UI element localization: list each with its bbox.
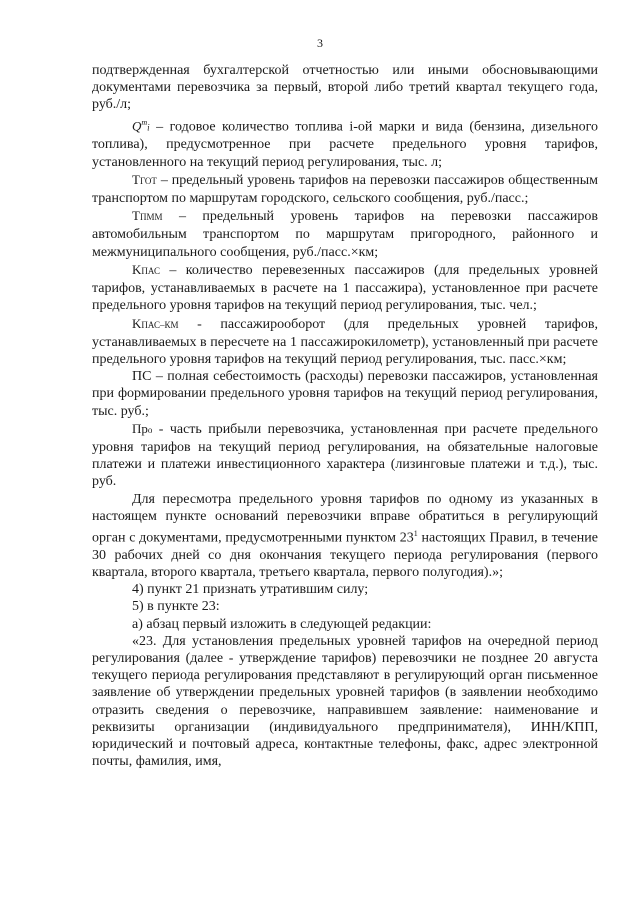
document-body (92, 62, 598, 770)
formula-symbol: K (132, 315, 142, 331)
paragraph-definition-passenger-turnover: KПАС–КМ - пассажирооборот (для предельных уровней тарифов, устанавливаемых в пересчете на 1 пассажирокилометр), установленный при расчете предельного уровня тарифов на текущий период регулирования, тыс. пасс.×км; (92, 315, 598, 367)
paragraph-definition-fuel-quantity: $Q^mi$ – годовое количество топлива i-ой марки и вида (бензина, дизельного топлива), предусмотренное при расчете предельного уровня тарифов, установленного на текущий период регулирования, тыс. л; (92, 117, 598, 170)
formula-superscript: m (141, 117, 148, 127)
paragraph-definition-tariff-city: TГОТ – предельный уровень тарифов на перевозки пассажиров общественным транспортом по маршрутам городского, сельского сообщения, руб./пасс.; (92, 171, 598, 207)
formula-subscript: о (147, 424, 153, 435)
paragraph-continuation: подтвержденная бухгалтерской отчетностью или иными обосновывающими документами перевозчика за первый, второй либо третий квартал текущего года, руб./л; (92, 63, 598, 113)
formula-subscript: ПАС (141, 265, 160, 276)
formula-subscript: ГОТ (139, 175, 157, 186)
paragraph-definition-tariff-suburban: TПММ – предельный уровень тарифов на перевозки пассажиров автомобильным транспортом по маршрутам пригородного, районного и межмуниципального сообщения, руб./пасс.×км; (92, 208, 598, 260)
paragraph-subitem-a: а) абзац первый изложить в следующей редакции: (132, 616, 432, 632)
paragraph-definition-passenger-count: KПАС – количество перевезенных пассажиров (для предельных уровней тарифов, устанавливаемых в расчете на 1 пассажира), установленное при расчете предельного уровня тарифов на текущий период регулирования, тыс. чел.; (92, 261, 598, 314)
formula-subscript: i (147, 122, 150, 133)
formula-symbol: T (132, 171, 140, 187)
footnote-superscript: 1 (413, 528, 418, 538)
formula-subscript: ПАС–КМ (141, 319, 179, 330)
paragraph-definition-full-cost: ПС – полная себестоимость (расходы) перевозки пассажиров, установленная при формировании предельного уровня тарифов на текущий период регулирования, тыс. руб.; (92, 369, 598, 419)
formula-symbol: Q (132, 118, 142, 134)
paragraph-clause-23: «23. Для установления предельных уровней тарифов на очередной период регулирования (далее - утверждение тарифов) перевозчики не позднее 20 августа текущего периода регулирования представляют в регулирующий орган письменное заявление об утверждении предельных уровней тарифов (в заявлении необходимо отразить сведения о перевозчике, направившем заявление: наименование и реквизиты организации (индивидуального предпринимателя), ИНН/КПП, юридический и почтовый адреса, контактные телефоны, факс, адрес электронной почты, фамилия, имя, (92, 633, 598, 770)
formula-symbol: T (132, 208, 140, 224)
formula-symbol: K (132, 261, 142, 277)
paragraph-definition-profit-share: Про - часть прибыли перевозчика, установленная при расчете предельного уровня тарифов на текущий период регулирования, на обязательные налоговые платежи и платежи инвестиционного характера (лизинговые платежи и т.д.), тыс. руб. (92, 420, 598, 490)
page-number: 3 (317, 36, 323, 50)
formula-symbol: Пр (132, 420, 148, 436)
formula-subscript: ПММ (139, 212, 163, 223)
paragraph-item-4: 4) пункт 21 признать утратившим силу; (132, 582, 369, 598)
paragraph-revision-procedure: Для пересмотра предельного уровня тарифов по одному из указанных в настоящем пункте оснований перевозчики вправе обратиться в регулирующий орган с документами, предусмотренными пунктом $23^1$ настоящих Правил, в течение 30 рабочих дней со дня окончания текущего периода регулирования (первого квартала, второго квартала, третьего квартала, первого полугодия).»; (92, 491, 599, 580)
paragraph-item-5: 5) в пункте 23: (132, 599, 220, 615)
